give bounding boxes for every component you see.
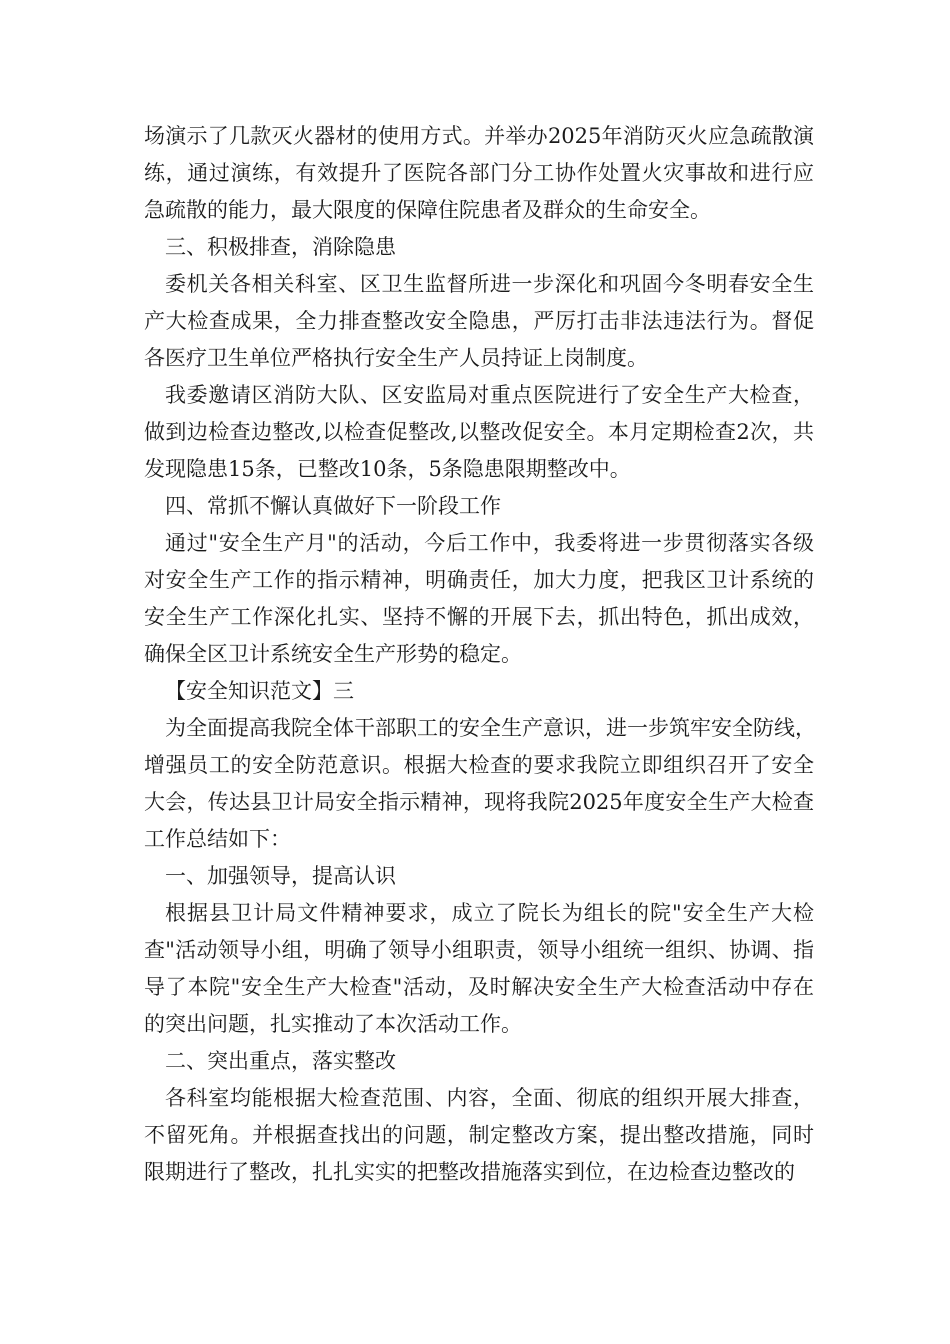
section-heading xyxy=(144,673,814,710)
paragraph xyxy=(144,895,814,1043)
text-line: 通过"安全生产月"的活动，今后工作中，我委将进一步贯彻落实各级 xyxy=(165,531,814,555)
text-line: 【安全知识范文】三 xyxy=(165,679,354,703)
text-line: 导了本院"安全生产大检查"活动，及时解决安全生产大检查活动中存在 xyxy=(144,975,814,999)
paragraph xyxy=(144,525,814,673)
text-line: 产大检查成果，全力排查整改安全隐患，严厉打击非法违法行为。督促 xyxy=(144,309,814,333)
paragraph xyxy=(144,710,814,858)
section-heading xyxy=(144,488,814,525)
text-line: 根据县卫计局文件精神要求，成立了院长为组长的院"安全生产大检 xyxy=(165,901,814,925)
text-line: 委机关各相关科室、区卫生监督所进一步深化和巩固今冬明春安全生 xyxy=(165,272,814,296)
section-heading xyxy=(144,1043,814,1080)
text-line: 安全生产工作深化扎实、坚持不懈的开展下去，抓出特色，抓出成效， xyxy=(144,605,814,629)
section-heading xyxy=(144,229,814,266)
document-body xyxy=(144,118,814,1191)
text-line: 三、积极排查，消除隐患 xyxy=(165,235,396,259)
paragraph xyxy=(144,118,814,229)
text-line: 增强员工的安全防范意识。根据大检查的要求我院立即组织召开了安全 xyxy=(144,753,814,777)
text-line: 大会，传达县卫计局安全指示精神，现将我院2025年度安全生产大检查 xyxy=(144,790,814,814)
paragraph xyxy=(144,377,814,488)
text-line: 确保全区卫计系统安全生产形势的稳定。 xyxy=(144,642,522,666)
text-line: 的突出问题，扎实推动了本次活动工作。 xyxy=(144,1012,522,1036)
text-line: 做到边检查边整改,以检查促整改,以整改促安全。本月定期检查2次，共 xyxy=(144,420,814,444)
text-line: 四、常抓不懈认真做好下一阶段工作 xyxy=(165,494,501,518)
text-line: 各医疗卫生单位严格执行安全生产人员持证上岗制度。 xyxy=(144,346,648,370)
text-line: 各科室均能根据大检查范围、内容，全面、彻底的组织开展大排查， xyxy=(165,1086,814,1110)
text-line: 对安全生产工作的指示精神，明确责任，加大力度，把我区卫计系统的 xyxy=(144,568,814,592)
paragraph xyxy=(144,1080,814,1191)
text-line: 二、突出重点，落实整改 xyxy=(165,1049,396,1073)
section-heading xyxy=(144,858,814,895)
text-line: 不留死角。并根据查找出的问题，制定整改方案，提出整改措施，同时 xyxy=(144,1123,814,1147)
text-line: 发现隐患15条，已整改10条，5条隐患限期整改中。 xyxy=(144,457,631,481)
text-line: 为全面提高我院全体干部职工的安全生产意识，进一步筑牢安全防线， xyxy=(165,716,816,740)
text-line: 查"活动领导小组，明确了领导小组职责，领导小组统一组织、协调、指 xyxy=(144,938,814,962)
text-line: 场演示了几款灭火器材的使用方式。并举办2025年消防灭火应急疏散演 xyxy=(144,124,814,148)
text-line: 急疏散的能力，最大限度的保障住院患者及群众的生命安全。 xyxy=(144,198,711,222)
paragraph xyxy=(144,266,814,377)
text-line: 一、加强领导，提高认识 xyxy=(165,864,396,888)
text-line: 工作总结如下： xyxy=(144,827,291,851)
text-line: 练，通过演练，有效提升了医院各部门分工协作处置火灾事故和进行应 xyxy=(144,161,814,185)
text-line: 限期进行了整改，扎扎实实的把整改措施落实到位，在边检查边整改的 xyxy=(144,1160,795,1184)
text-line: 我委邀请区消防大队、区安监局对重点医院进行了安全生产大检查， xyxy=(165,383,814,407)
